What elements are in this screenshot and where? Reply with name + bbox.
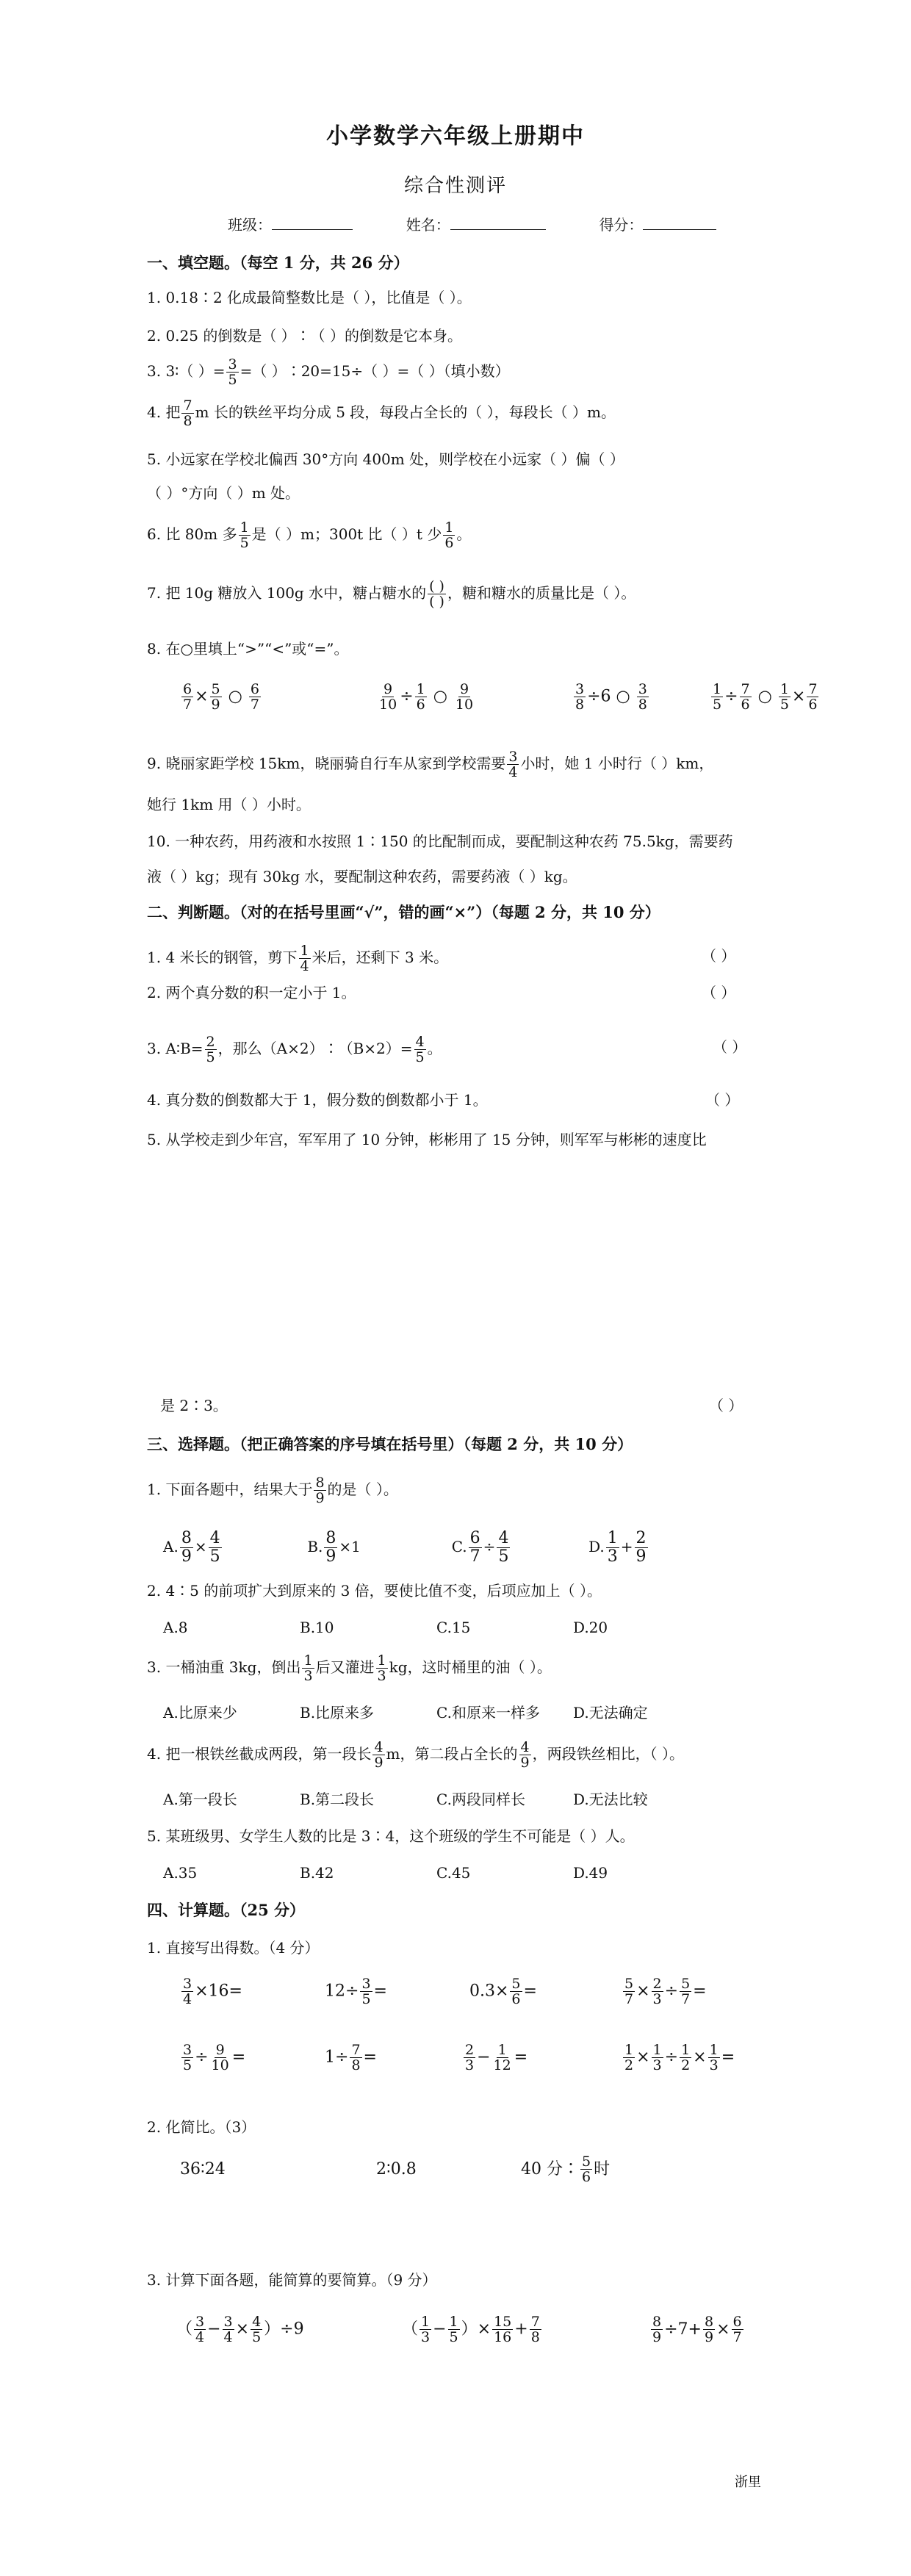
option-d[interactable]: D.49	[573, 1864, 608, 1882]
s1-q4: 4. 把 $\frac{7}{8}$ m 长的铁丝平均分成 5 段，每段占全长的（ ），每段长（ ）m。	[147, 397, 616, 429]
calc-item: 12÷ $\frac{3}{5}$ =	[325, 1976, 387, 2007]
student-info-row	[228, 213, 716, 236]
s2-q4: 4. 真分数的倒数都大于 1，假分数的倒数都小于 1。	[147, 1091, 488, 1109]
s3-q4: 4. 把一根铁丝截成两段，第一段长 $\frac{4}{9}$ m，第二段占全长的 $\frac{4}{9}$ ，两段铁丝相比，（ ）。	[147, 1739, 684, 1771]
s3-q1: 1. 下面各题中，结果大于 $\frac{8}{9}$ 的是（ ）。	[147, 1475, 398, 1506]
calc-item: 1÷ $\frac{7}{8}$ =	[325, 2042, 377, 2073]
fraction: $\frac{4}{9}$	[374, 1739, 384, 1771]
calc-item: $\frac{5}{7}$ × $\frac{2}{3}$ ÷ $\frac{5}{7}$ =	[624, 1976, 707, 2007]
compare-circle[interactable]: ○	[433, 687, 447, 706]
s4-row1	[180, 1976, 707, 2007]
page-subtitle: 综合性测评	[403, 175, 507, 197]
option-b[interactable]: B. $\frac{8}{9}$ ×1	[307, 1529, 361, 1566]
compare-circle[interactable]: ○	[616, 687, 630, 706]
compare-item: $\frac{3}{8}$ ÷6 ○ $\frac{3}{8}$	[575, 681, 647, 713]
fraction: $\frac{( )}{( )}$	[429, 578, 444, 610]
fraction: $\frac{1}{5}$	[240, 519, 249, 551]
option-b[interactable]: B.42	[300, 1864, 334, 1882]
s2-q2: 2. 两个真分数的积一定小于 1。	[147, 984, 356, 1001]
s4-part3: 3. 计算下面各题，能简算的要简算。（9 分）	[147, 2271, 437, 2289]
compare-item: $\frac{6}{7}$ × $\frac{5}{9}$ ○ $\frac{6}{7}$	[183, 681, 259, 713]
s2-q5-line2: 是 2∶3。	[160, 1397, 228, 1414]
s4-part2: 2. 化简比。（3）	[147, 2118, 256, 2136]
option-c[interactable]: C. $\frac{6}{7}$ ÷ $\frac{4}{5}$	[451, 1529, 509, 1566]
s3-q4-options	[163, 1788, 648, 1810]
option-a[interactable]: A.比原来少	[163, 1704, 237, 1721]
answer-paren[interactable]: （ ）	[702, 947, 736, 965]
option-c[interactable]: C.45	[436, 1864, 471, 1882]
s1-q10-line1: 10. 一种农药，用药液和水按照 1∶150 的比配制而成，要配制这种农药 75.5kg，需要药	[147, 832, 733, 850]
s1-q8-items	[180, 682, 820, 712]
answer-paren[interactable]: （ ）	[709, 1397, 743, 1414]
score-field[interactable]	[643, 213, 716, 230]
s3-q5: 5. 某班级男、女学生人数的比是 3∶4，这个班级的学生不可能是（ ）人。	[147, 1827, 635, 1845]
s2-q5-line1: 5. 从学校走到少年宫，军军用了 10 分钟，彬彬用了 15 分钟，则军军与彬彬的速度比	[147, 1131, 707, 1148]
s1-q9-line2: 她行 1km 用（ ）小时。	[147, 796, 311, 813]
s4-row2	[180, 2043, 735, 2073]
calc-item: $\frac{1}{2}$ × $\frac{1}{3}$ ÷ $\frac{1}{2}$ × $\frac{1}{3}$ =	[624, 2042, 735, 2073]
fraction: $\frac{3}{5}$	[228, 356, 237, 388]
option-b[interactable]: B.第二段长	[300, 1791, 375, 1808]
ratio-item: 36∶24	[180, 2159, 226, 2179]
option-d[interactable]: D.20	[573, 1619, 608, 1636]
option-b[interactable]: B.10	[300, 1619, 334, 1636]
s1-q5-line2: （ ）°方向（ ）m 处。	[147, 484, 300, 502]
s1-q5-line1: 5. 小远家在学校北偏西 30°方向 400m 处，则学校在小远家（ ）偏（ ）	[147, 450, 624, 468]
fraction: $\frac{1}{6}$	[444, 519, 454, 551]
s4-part1: 1. 直接写出得数。（4 分）	[147, 1939, 320, 1957]
compare-circle[interactable]: ○	[757, 687, 772, 706]
calc-item: $\frac{3}{5}$ ÷ $\frac{9}{10}$ =	[183, 2042, 246, 2073]
section-1-heading: 一、填空题。（每空 1 分，共 26 分）	[147, 253, 409, 272]
option-c[interactable]: C.和原来一样多	[436, 1704, 540, 1721]
fraction: $\frac{3}{4}$	[508, 749, 518, 780]
s4-row3	[176, 2314, 745, 2345]
s3-q2-options	[163, 1616, 608, 1638]
fraction: $\frac{1}{3}$	[303, 1652, 313, 1684]
class-label: 班级：	[228, 216, 272, 234]
fraction: $\frac{4}{5}$	[415, 1034, 425, 1065]
s1-q9: 9. 晓丽家距学校 15km，晓丽骑自行车从家到学校需要 $\frac{3}{4}$ 小时，她 1 小时行（ ）km，	[147, 749, 714, 780]
fraction: $\frac{7}{8}$	[183, 397, 192, 429]
answer-paren[interactable]: （ ）	[702, 984, 736, 1001]
page-title: 小学数学六年级上册期中	[326, 123, 585, 149]
compare-item: $\frac{1}{5}$ ÷ $\frac{7}{6}$ ○ $\frac{1}{5}$ × $\frac{7}{6}$	[713, 681, 818, 713]
ratio-item: 40 分∶ $\frac{5}{6}$ 时	[521, 2154, 611, 2185]
option-c[interactable]: C.两段同样长	[436, 1791, 525, 1808]
ratio-item: 2∶0.8	[376, 2159, 417, 2179]
fraction: $\frac{8}{9}$	[315, 1475, 325, 1506]
s2-q1: 1. 4 米长的钢管，剪下 $\frac{1}{4}$ 米后，还剩下 3 米。	[147, 943, 449, 974]
option-a[interactable]: A.第一段长	[163, 1791, 237, 1808]
s4-ratio-row	[180, 2154, 610, 2184]
s1-q7: 7. 把 10g 糖放入 100g 水中，糖占糖水的 $\frac{( )}{( )}$ ，糖和糖水的质量比是（ ）。	[147, 578, 636, 610]
option-d[interactable]: D.无法比较	[573, 1791, 648, 1808]
fraction: $\frac{1}{4}$	[300, 943, 309, 974]
s1-q3: 3. 3∶（ ）= $\frac{3}{5}$ =（ ）∶20=15÷（ ）=（ ）（填小数）	[147, 356, 510, 388]
compare-circle[interactable]: ○	[228, 687, 242, 706]
name-field[interactable]	[450, 213, 546, 230]
answer-paren[interactable]: （ ）	[705, 1091, 740, 1109]
answer-paren[interactable]: （ ）	[713, 1038, 747, 1056]
calc-item: （ $\frac{1}{3}$ − $\frac{1}{5}$ ）× $\frac{15}{16}$ + $\frac{7}{8}$	[402, 2314, 540, 2345]
fraction: $\frac{4}{9}$	[520, 1739, 530, 1771]
option-d[interactable]: D. $\frac{1}{3}$ + $\frac{2}{9}$	[588, 1529, 647, 1566]
option-c[interactable]: C.15	[436, 1619, 471, 1636]
calc-item: （ $\frac{3}{4}$ − $\frac{3}{4}$ × $\frac{4}{5}$ ）÷9	[176, 2314, 304, 2345]
calc-item: 0.3× $\frac{5}{6}$ =	[469, 1976, 537, 2007]
score-label: 得分：	[599, 216, 644, 234]
s1-q10-line2: 液（ ）kg；现有 30kg 水，要配制这种农药，需要药液（ ）kg。	[147, 868, 577, 885]
s1-q6: 6. 比 80m 多 $\frac{1}{5}$ 是（ ）m；300t 比（ ）t 少 $\frac{1}{6}$ 。	[147, 519, 472, 551]
calc-item: $\frac{2}{3}$ − $\frac{1}{12}$ =	[465, 2042, 528, 2073]
option-a[interactable]: A.8	[163, 1619, 188, 1636]
footer-mark: 浙里	[735, 2475, 761, 2490]
section-2-heading: 二、判断题。（对的在括号里画“√”，错的画“×”）（每题 2 分，共 10 分）	[147, 903, 660, 921]
calc-item: $\frac{8}{9}$ ÷7+ $\frac{8}{9}$ × $\frac{6}{7}$	[652, 2314, 742, 2345]
s3-q2: 2. 4∶5 的前项扩大到原来的 3 倍，要使比值不变，后项应加上（ ）。	[147, 1582, 602, 1600]
option-a[interactable]: A.35	[163, 1864, 198, 1882]
option-a[interactable]: A. $\frac{8}{9}$ × $\frac{4}{5}$	[163, 1529, 220, 1566]
compare-item: $\frac{9}{10}$ ÷ $\frac{1}{6}$ ○ $\frac{9}{10}$	[379, 681, 474, 713]
s3-q3-options	[163, 1702, 648, 1724]
option-b[interactable]: B.比原来多	[300, 1704, 375, 1721]
s2-q3: 3. A∶B= $\frac{2}{5}$ ，那么（A×2）∶（B×2）= $\frac{4}{5}$ 。	[147, 1034, 442, 1065]
fraction: $\frac{2}{5}$	[206, 1034, 215, 1065]
s1-q1: 1. 0.18∶2 化成最简整数比是（ ），比值是（ ）。	[147, 289, 472, 306]
name-label: 姓名：	[406, 216, 450, 234]
s1-q2: 2. 0.25 的倒数是（ ）∶（ ）的倒数是它本身。	[147, 327, 463, 345]
s3-q5-options	[163, 1862, 608, 1884]
s1-q8: 8. 在○里填上“>”“<”或“=”。	[147, 640, 349, 658]
class-field[interactable]	[272, 213, 353, 230]
s3-q1-options	[163, 1530, 649, 1566]
section-4-heading: 四、计算题。（25 分）	[147, 1901, 306, 1919]
s3-q3: 3. 一桶油重 3kg，倒出 $\frac{1}{3}$ 后又灌进 $\frac{1}{3}$ kg，这时桶里的油（ ）。	[147, 1652, 552, 1684]
calc-item: $\frac{3}{4}$ ×16=	[183, 1976, 242, 2007]
fraction: $\frac{1}{3}$	[377, 1652, 386, 1684]
option-d[interactable]: D.无法确定	[573, 1704, 648, 1721]
section-3-heading: 三、选择题。（把正确答案的序号填在括号里）（每题 2 分，共 10 分）	[147, 1435, 633, 1453]
